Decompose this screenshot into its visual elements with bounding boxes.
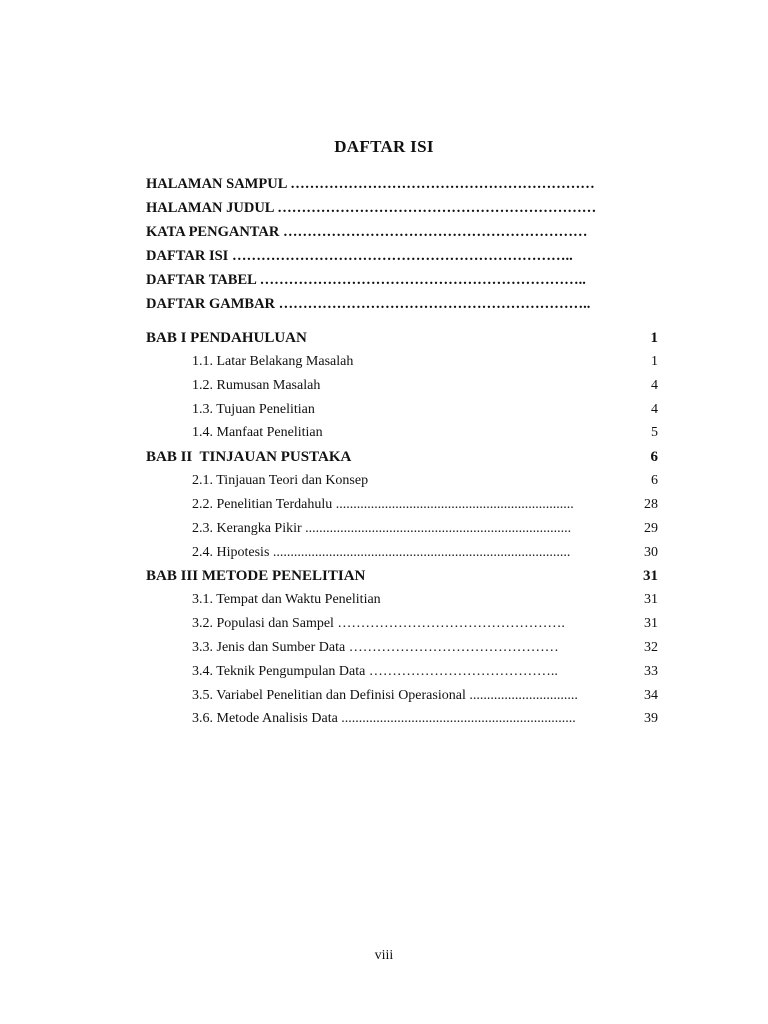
chapter-heading xyxy=(146,445,658,469)
section-page-number: 33 xyxy=(644,663,658,679)
section-row xyxy=(146,398,658,422)
section-row xyxy=(146,588,658,612)
chapter-list xyxy=(146,326,658,731)
section-label: 3.4. Teknik Pengumpulan Data ………………………………….. xyxy=(192,663,558,679)
section-page-number: 29 xyxy=(644,520,658,536)
front-matter-item: DAFTAR ISI …………………………………………………………….. xyxy=(146,248,573,264)
section-row xyxy=(146,707,658,731)
section-label: 2.4. Hipotesis ..................................................................................... xyxy=(192,544,571,560)
section-row xyxy=(146,493,658,517)
section-page-number: 6 xyxy=(651,473,658,489)
chapter-page-number: 6 xyxy=(650,449,658,466)
chapter-page-number: 1 xyxy=(650,330,658,346)
section-row xyxy=(146,350,658,374)
section-label: 3.6. Metode Analisis Data ................................................................... xyxy=(192,711,576,727)
page-title: DAFTAR ISI xyxy=(334,137,434,156)
chapter-label: BAB III METODE PENELITIAN xyxy=(146,568,366,585)
section-row xyxy=(146,684,658,708)
section-page-number: 31 xyxy=(644,592,658,608)
section-label: 1.1. Latar Belakang Masalah xyxy=(192,354,354,369)
section-page-number: 1 xyxy=(651,354,658,369)
section-label: 1.4. Manfaat Penelitian xyxy=(192,425,323,441)
section-page-number: 32 xyxy=(644,639,658,655)
front-matter-item: DAFTAR TABEL ………………………………………………………….. xyxy=(146,272,586,288)
page-number-footer: viii xyxy=(374,948,394,963)
section-page-number: 4 xyxy=(651,401,658,417)
section-label: 2.3. Kerangka Pikir ............................................................................ xyxy=(192,520,572,536)
section-page-number: 4 xyxy=(651,377,658,393)
chapter-heading xyxy=(146,564,658,588)
section-label: 2.2. Penelitian Terdahulu .................................................................... xyxy=(192,496,574,512)
front-matter-item: HALAMAN JUDUL ………………………………………………………… xyxy=(146,200,597,216)
chapter-page-number: 31 xyxy=(643,568,658,585)
section-row xyxy=(146,541,658,565)
chapter-label: BAB I PENDAHULUAN xyxy=(146,330,307,346)
front-matter-item: HALAMAN SAMPUL ……………………………………………………… xyxy=(146,176,595,192)
section-label: 2.1. Tinjauan Teori dan Konsep xyxy=(192,473,369,489)
section-label: 1.2. Rumusan Masalah xyxy=(192,377,321,393)
front-matter-item: DAFTAR GAMBAR ……………………………………………………….. xyxy=(146,296,591,312)
chapter-heading xyxy=(146,326,658,350)
section-label: 1.3. Tujuan Penelitian xyxy=(192,401,315,417)
section-row xyxy=(146,636,658,660)
section-page-number: 28 xyxy=(644,496,658,512)
section-page-number: 34 xyxy=(644,687,658,703)
front-matter-item: KATA PENGANTAR ……………………………………………………… xyxy=(146,224,588,240)
section-page-number: 30 xyxy=(644,544,658,560)
section-row xyxy=(146,421,658,445)
front-matter-list xyxy=(146,172,656,316)
section-row xyxy=(146,469,658,493)
section-label: 3.1. Tempat dan Waktu Penelitian xyxy=(192,592,381,608)
section-label: 3.5. Variabel Penelitian dan Definisi Operasional ............................... xyxy=(192,687,578,703)
section-page-number: 39 xyxy=(644,711,658,727)
section-row xyxy=(146,660,658,684)
section-label: 3.3. Jenis dan Sumber Data ……………………………………… xyxy=(192,639,559,655)
section-row xyxy=(146,517,658,541)
section-label: 3.2. Populasi dan Sampel …………………………………………. xyxy=(192,616,565,632)
chapter-label: BAB II TINJAUAN PUSTAKA xyxy=(146,449,352,466)
section-row xyxy=(146,612,658,636)
section-page-number: 5 xyxy=(651,425,658,441)
section-row xyxy=(146,374,658,398)
section-page-number: 31 xyxy=(644,616,658,632)
